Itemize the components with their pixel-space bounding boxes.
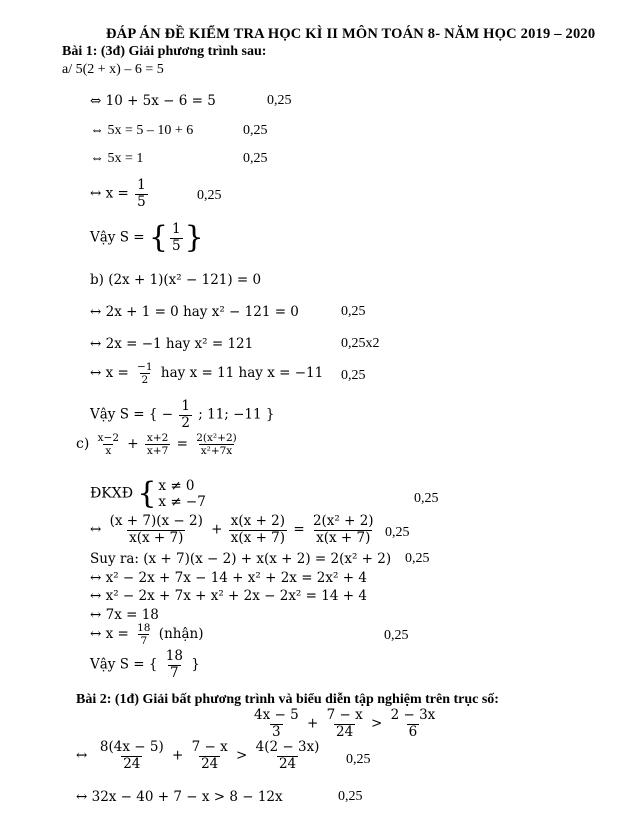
bai1b-step3-den: 2 xyxy=(141,374,149,387)
bai1b-solution-prefix: Vậy S = { − xyxy=(90,406,174,423)
bai1a-solution-den: 5 xyxy=(171,237,181,254)
bai1a-solution-num: 1 xyxy=(171,221,181,237)
bai1a-step4-num: 1 xyxy=(137,177,146,193)
bai1c-solution-set xyxy=(90,649,200,681)
bai2-heading: Bài 2: (1đ) Giải bất phương trình và biểu diễn tập nghiệm trên trục số: xyxy=(76,692,499,707)
bai1c-suy-ra: Suy ra: (x + 7)(x − 2) + x(x + 2) = 2(x² + 2) xyxy=(90,551,392,567)
bai1c-step-b: ↔ x² − 2x + 7x + x² + 2x − 2x² = 14 + 4 xyxy=(90,588,367,604)
bai1c-step-a: ↔ x² − 2x + 7x − 14 + x² + 2x = 2x² + 4 xyxy=(90,570,367,586)
bai1c-f3-den: x²+7x xyxy=(200,445,233,458)
bai1c-condition-1: x ≠ 0 xyxy=(158,478,195,494)
bai1c-equation: ↔ $\frac{(x + 7)(x - 2)}{x(x + 7)}$ + $\frac{x(x + 2)}{x(x + 7)}$ = $\frac{\text{2(x² + 2)}}{x(x + 7)}$ xyxy=(90,513,374,546)
bai2-r2-num: 7 − x xyxy=(191,739,228,755)
bai1c-e1-den: x(x + 7) xyxy=(129,529,184,546)
bai1c-solution-suffix: } xyxy=(191,656,200,673)
bai1b-step2: ↔ 2x = −1 hay x² = 121 xyxy=(90,336,254,352)
bai1c-e1-num: (x + 7)(x − 2) xyxy=(109,513,203,529)
bai1c-point-suy: 0,25 xyxy=(405,551,430,566)
bai1c-solution-num: 18 xyxy=(165,648,183,664)
bai1c-step-d-den: 7 xyxy=(140,635,148,648)
bai2-r3-den: 24 xyxy=(278,755,297,772)
bai1b-problem: b) (2x + 1)(x² − 121) = 0 xyxy=(90,272,262,288)
bai1c-step-d-num: 18 xyxy=(137,622,151,634)
bai1b-step3 xyxy=(90,361,323,386)
bai1c-f2-den: x+7 xyxy=(146,445,169,458)
bai1c-f1-den: x xyxy=(105,445,112,458)
bai1b-point2: 0,25x2 xyxy=(341,336,380,351)
bai1b-solution-set xyxy=(90,399,274,431)
bai2-r2-den: 24 xyxy=(201,755,219,772)
bai2-q1-num: 4x − 5 xyxy=(254,707,299,723)
bai2-point2: 0,25 xyxy=(338,789,363,804)
bai1b-solution-suffix: ; 11; −11 } xyxy=(198,406,275,423)
bai1a-step1: ⇔ 10 + 5x − 6 = 5 xyxy=(90,93,216,109)
bai2-q3-den: 6 xyxy=(408,723,418,740)
bai2-r3-num: 4(2 − 3x) xyxy=(255,739,320,755)
bai1c-step-c: ↔ 7x = 18 xyxy=(90,607,159,623)
bai1c-point-d: 0,25 xyxy=(384,628,409,643)
bai1a-point4: 0,25 xyxy=(197,188,222,203)
bai1a-step2: ⇔ 5x = 5 – 10 + 6 xyxy=(90,123,194,138)
bai1b-step3-num: −1 xyxy=(137,361,153,373)
bai1c-problem: c) $\frac{x-2}{x}$ + $\frac{x+2}{x+7}$ = $\frac{\text{2(x²+2)}}{\text{x²+7x}}$ xyxy=(76,432,237,458)
bai1a-problem: a/ 5(2 + x) – 6 = 5 xyxy=(62,62,164,77)
bai2-point1: 0,25 xyxy=(346,752,371,767)
bai1c-step-d-prefix: ↔ x = xyxy=(90,626,129,643)
bai1a-step4 xyxy=(90,178,150,210)
bai2-q3-num: 2 − 3x xyxy=(390,707,436,723)
bai1a-step4-prefix: ↔ x = xyxy=(90,185,129,202)
bai1c-e2-den: x(x + 7) xyxy=(230,529,286,546)
bai1c-f2-num: x+2 xyxy=(146,432,169,444)
bai1a-point3: 0,25 xyxy=(243,151,268,166)
bai1c-solution-prefix: Vậy S = { xyxy=(90,656,158,673)
bai1c-condition-2: x ≠ −7 xyxy=(158,494,206,511)
bai2-r1-num: 8(4x − 5) xyxy=(99,739,164,755)
bai1a-solution-prefix: Vậy S = xyxy=(90,229,145,246)
bai1b-point1: 0,25 xyxy=(341,304,366,319)
bai1b-step3-suffix: hay x = 11 hay x = −11 xyxy=(160,365,324,382)
bai1c-solution-den: 7 xyxy=(170,664,179,681)
bai1a-point2: 0,25 xyxy=(243,123,268,138)
bai1c-point-equation: 0,25 xyxy=(385,525,410,540)
bai1c-e3-num: 2(x² + 2) xyxy=(312,513,374,529)
bai1b-solution-den: 2 xyxy=(181,414,190,431)
bai1-heading: Bài 1: (3đ) Giải phương trình sau: xyxy=(62,44,267,59)
bai1b-point3: 0,25 xyxy=(341,368,366,383)
bai1a-solution-set: Vậy S = { $\frac{1}{5}$ } xyxy=(90,220,204,256)
bai2-q2-num: 7 − x xyxy=(326,707,363,723)
bai2-inequality: $\frac{4x - 5}{3}$ + $\frac{7 - x}{24}$ > $\frac{2 - 3x}{6}$ xyxy=(254,707,436,740)
bai2-step1: ↔ $\frac{8(4x - 5)}{24}$ + $\frac{7 - x}{24}$ > $\frac{4(2 - 3x)}{24}$ xyxy=(76,739,320,772)
bai2-step2: ↔ 32x − 40 + 7 − x > 8 − 12x xyxy=(76,789,283,805)
bai2-r1-den: 24 xyxy=(123,755,141,772)
bai1c-dkxd-label: ĐKXĐ xyxy=(90,485,134,502)
bai1c-label: c) xyxy=(76,436,90,453)
bai2-q1-den: 3 xyxy=(272,723,281,740)
bai1b-solution-num: 1 xyxy=(181,398,190,414)
bai1a-point1: 0,25 xyxy=(267,93,292,108)
bai1c-point-dkxd: 0,25 xyxy=(414,491,439,506)
bai1c-step-d xyxy=(90,622,203,647)
page-title: ĐÁP ÁN ĐỀ KIỂM TRA HỌC KÌ II MÔN TOÁN 8- NĂM HỌC 2019 – 2020 xyxy=(106,26,596,42)
bai2-q2-den: 24 xyxy=(336,723,354,740)
bai1c-conditions: ĐKXĐ { x ≠ 0 x ≠ −7 xyxy=(90,476,206,512)
bai1b-step1: ↔ 2x + 1 = 0 hay x² − 121 = 0 xyxy=(90,304,299,320)
bai1b-step3-prefix: ↔ x = xyxy=(90,365,129,382)
bai1c-f1-num: x−2 xyxy=(97,432,120,444)
bai1c-e3-den: x(x + 7) xyxy=(316,529,371,546)
bai1c-f3-num: 2(x²+2) xyxy=(196,432,237,444)
bai1c-step-d-suffix: (nhận) xyxy=(158,626,204,643)
bai1a-step3: ⇔ 5x = 1 xyxy=(90,151,144,166)
bai1a-step4-den: 5 xyxy=(137,193,146,210)
bai1c-e2-num: x(x + 2) xyxy=(230,513,286,529)
